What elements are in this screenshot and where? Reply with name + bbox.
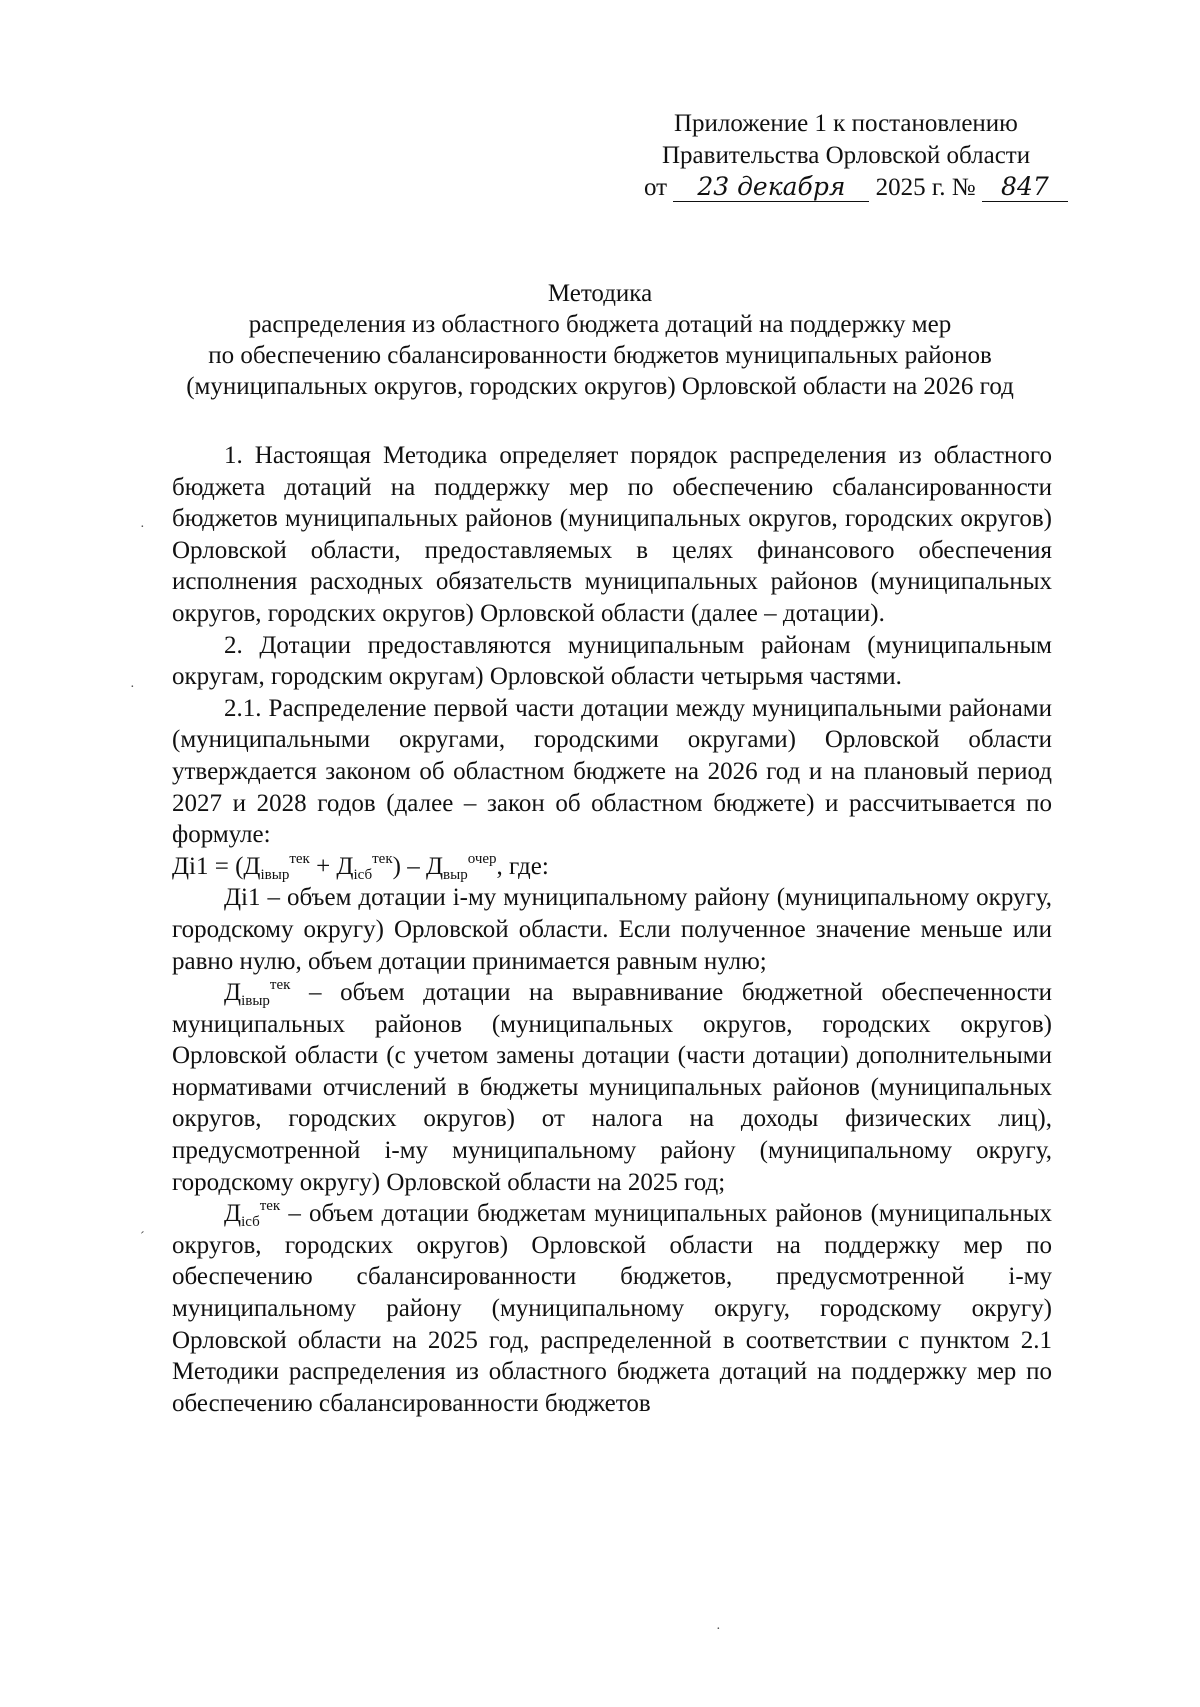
definition-d3: $Д_{iсб}^{тек}$ – объем дотации бюджетам муниципальных районов (муниципальных округов, городских округов) Орловской области на поддержку мер по обеспечению сбалансированности бюджетов, предусмотренной i-му муниципальному району (муниципальному округу, городскому округу) Орловской области на 2025 год, распределенной в соответствии с пунктом 2.1 Методики распределения из областного бюджета дотаций на поддержку мер по обеспечению сбалансированности бюджетов <box>172 1198 1052 1417</box>
paragraph-1: 1. Настоящая Методика определяет порядок распределения из областного бюджета дотаций на поддержку мер по обеспечению сбалансированности бюджетов муниципальных районов (муниципальных округов, городских округов) Орловской области, предоставляемых в целях финансового обеспечения исполнения расходных обязательств муниципальных районов (муниципальных округов, городских округов) Орловской области (далее – дотации). <box>172 442 1052 627</box>
document-title <box>140 278 1060 402</box>
scan-speck: · <box>130 680 135 695</box>
appendix-header <box>620 108 1060 204</box>
handwritten-number: 847 <box>982 173 1068 202</box>
scan-speck: · <box>140 520 145 535</box>
date-prefix: от <box>644 174 668 201</box>
scan-speck: ´ <box>140 1230 145 1245</box>
title-line-1: Методика <box>547 280 653 307</box>
appendix-line-3 <box>620 172 1060 204</box>
document-body <box>172 440 1052 1419</box>
title-line-4: (муниципальных округов, городских округов) Орловской области на 2026 год <box>186 373 1014 400</box>
paragraph-2: 2. Дотации предоставляются муниципальным районам (муниципальным округам, городским округам) Орловской области четырьмя частями. <box>172 631 1052 691</box>
scan-speck: · <box>716 1622 721 1637</box>
year-label: 2025 г. № <box>875 174 976 201</box>
appendix-line-2: Правительства Орловской области <box>662 142 1031 169</box>
appendix-line-1: Приложение 1 к постановлению <box>674 110 1018 137</box>
title-line-3: по обеспечению сбалансированности бюджетов муниципальных районов <box>208 342 992 369</box>
handwritten-date: 23 декабря <box>673 173 869 202</box>
definition-d2: $Д_{iвыр}^{тек}$ – объем дотации на выравнивание бюджетной обеспеченности муниципальных районов (муниципальных округов, городских округов) Орловской области (с учетом замены дотации (части дотации) дополнительными нормативами отчислений в бюджеты муниципальных районов (муниципальных округов, городских округов) от налога на доходы физических лиц), предусмотренной i-му муниципальному району (муниципальному округу, городскому округу) Орловской области на 2025 год; <box>172 977 1052 1196</box>
title-line-2: распределения из областного бюджета дотаций на поддержку мер <box>248 311 952 338</box>
formula: $Дi1 = (Д_{iвыр}^{тек} + Д_{iсб}^{тек}) - Д_{выр}^{очер}$, где: <box>172 850 549 883</box>
paragraph-2-1: 2.1. Распределение первой части дотации между муниципальными районами (муниципальными округами, городскими округами) Орловской области утверждается законом об областном бюджете на 2026 год и на плановый период 2027 и 2028 годов (далее – закон об областном бюджете) и рассчитывается по формуле: <box>172 694 1052 849</box>
definition-d1: Дi1 – объем дотации i-му муниципальному району (муниципальному округу, городскому округу) Орловской области. Если полученное значение меньше или равно нулю, объем дотации принимается равным нулю; <box>172 884 1052 975</box>
